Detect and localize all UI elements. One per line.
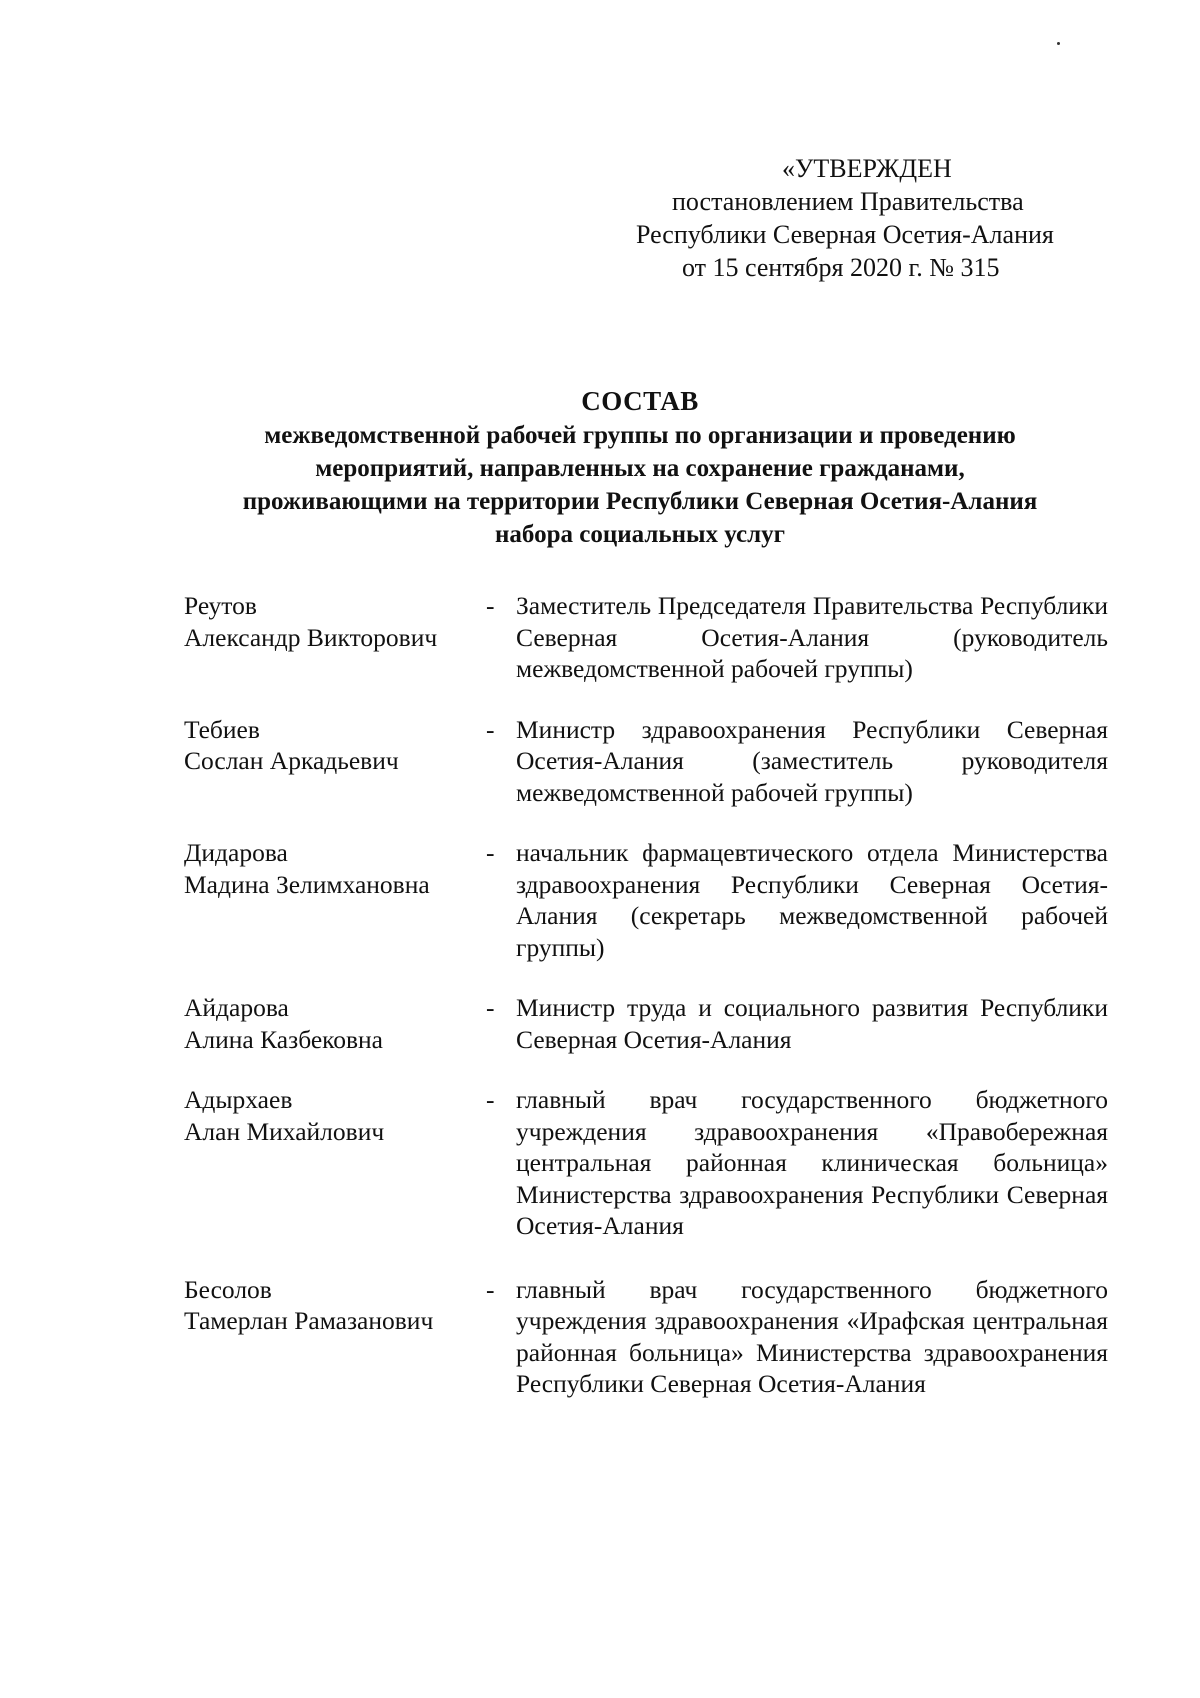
member-name: [184, 1274, 486, 1400]
member-name: [184, 837, 486, 963]
approval-line-1: «УТВЕРЖДЕН: [782, 154, 952, 183]
member-entry: [184, 837, 1108, 963]
member-name: [184, 1084, 486, 1242]
member-role: Министр здравоохранения Республики Северная Осетия-Алания (заместитель руководителя межведомственной рабочей группы): [516, 714, 1108, 807]
member-dash: -: [486, 714, 495, 744]
approval-line-4: от 15 сентября 2020 г. № 315: [682, 253, 1000, 282]
member-entry: [184, 714, 1108, 809]
member-dash: -: [486, 591, 495, 620]
member-surname: Дидарова: [184, 838, 288, 867]
member-given-name: Александр Викторович: [184, 622, 438, 652]
member-name: [184, 714, 486, 809]
member-role: начальник фармацевтического отдела Министерства здравоохранения Республики Северная Осетия-Алания (секретарь межведомственной рабочей группы): [516, 838, 1108, 962]
member-name: [184, 992, 486, 1055]
member-entry: [184, 992, 1108, 1055]
document-title: СОСТАВ: [581, 386, 699, 416]
members-list: [184, 590, 1108, 1400]
member-surname: Адырхаев: [184, 1085, 293, 1114]
approval-stamp-block: [560, 152, 1120, 284]
member-role: главный врач государственного бюджетного учреждения здравоохранения «Ирафская центральная районная больница» Министерства здравоохранения Республики Северная Осетия-Алания: [516, 1274, 1108, 1398]
member-entry: [184, 1084, 1108, 1242]
approval-line-2: постановлением Правительства: [672, 187, 1024, 216]
title-line-4: набора социальных услуг: [495, 521, 785, 548]
member-given-name: Алина Казбековна: [184, 1024, 383, 1054]
member-entry: [184, 1274, 1108, 1400]
member-dash: -: [486, 1085, 495, 1114]
scan-speck: [1057, 42, 1060, 45]
member-dash: -: [486, 993, 495, 1022]
member-given-name: Алан Михайлович: [184, 1116, 385, 1146]
member-dash: -: [486, 838, 495, 867]
member-surname: Реутов: [184, 591, 257, 620]
member-given-name: Сослан Аркадьевич: [184, 746, 399, 775]
member-entry: [184, 590, 1108, 685]
member-role: Заместитель Председателя Правительства Республики Северная Осетия-Алания (руководитель межведомственной рабочей группы): [516, 591, 1108, 683]
member-role: главный врач государственного бюджетного учреждения здравоохранения «Правобережная центральная районная клиническая больница» Министерства здравоохранения Республики Северная Осетия-Алания: [516, 1085, 1108, 1240]
member-surname: Айдарова: [184, 993, 289, 1022]
member-surname: Бесолов: [184, 1274, 272, 1304]
member-surname: Тебиев: [184, 714, 260, 744]
member-given-name: Мадина Зелимхановна: [184, 869, 430, 899]
title-line-1: межведомственной рабочей группы по организации и проведению: [264, 422, 1016, 449]
document-title-block: [140, 383, 1140, 551]
member-role: Министр труда и социального развития Республики Северная Осетия-Алания: [516, 993, 1108, 1054]
member-dash: -: [486, 1274, 495, 1304]
member-name: [184, 590, 486, 685]
approval-line-3: Республики Северная Осетия-Алания: [636, 220, 1054, 249]
title-line-3: проживающими на территории Республики Северная Осетия-Алания: [242, 488, 1038, 515]
title-line-2: мероприятий, направленных на сохранение гражданами,: [315, 455, 965, 482]
member-given-name: Тамерлан Рамазанович: [184, 1306, 434, 1335]
